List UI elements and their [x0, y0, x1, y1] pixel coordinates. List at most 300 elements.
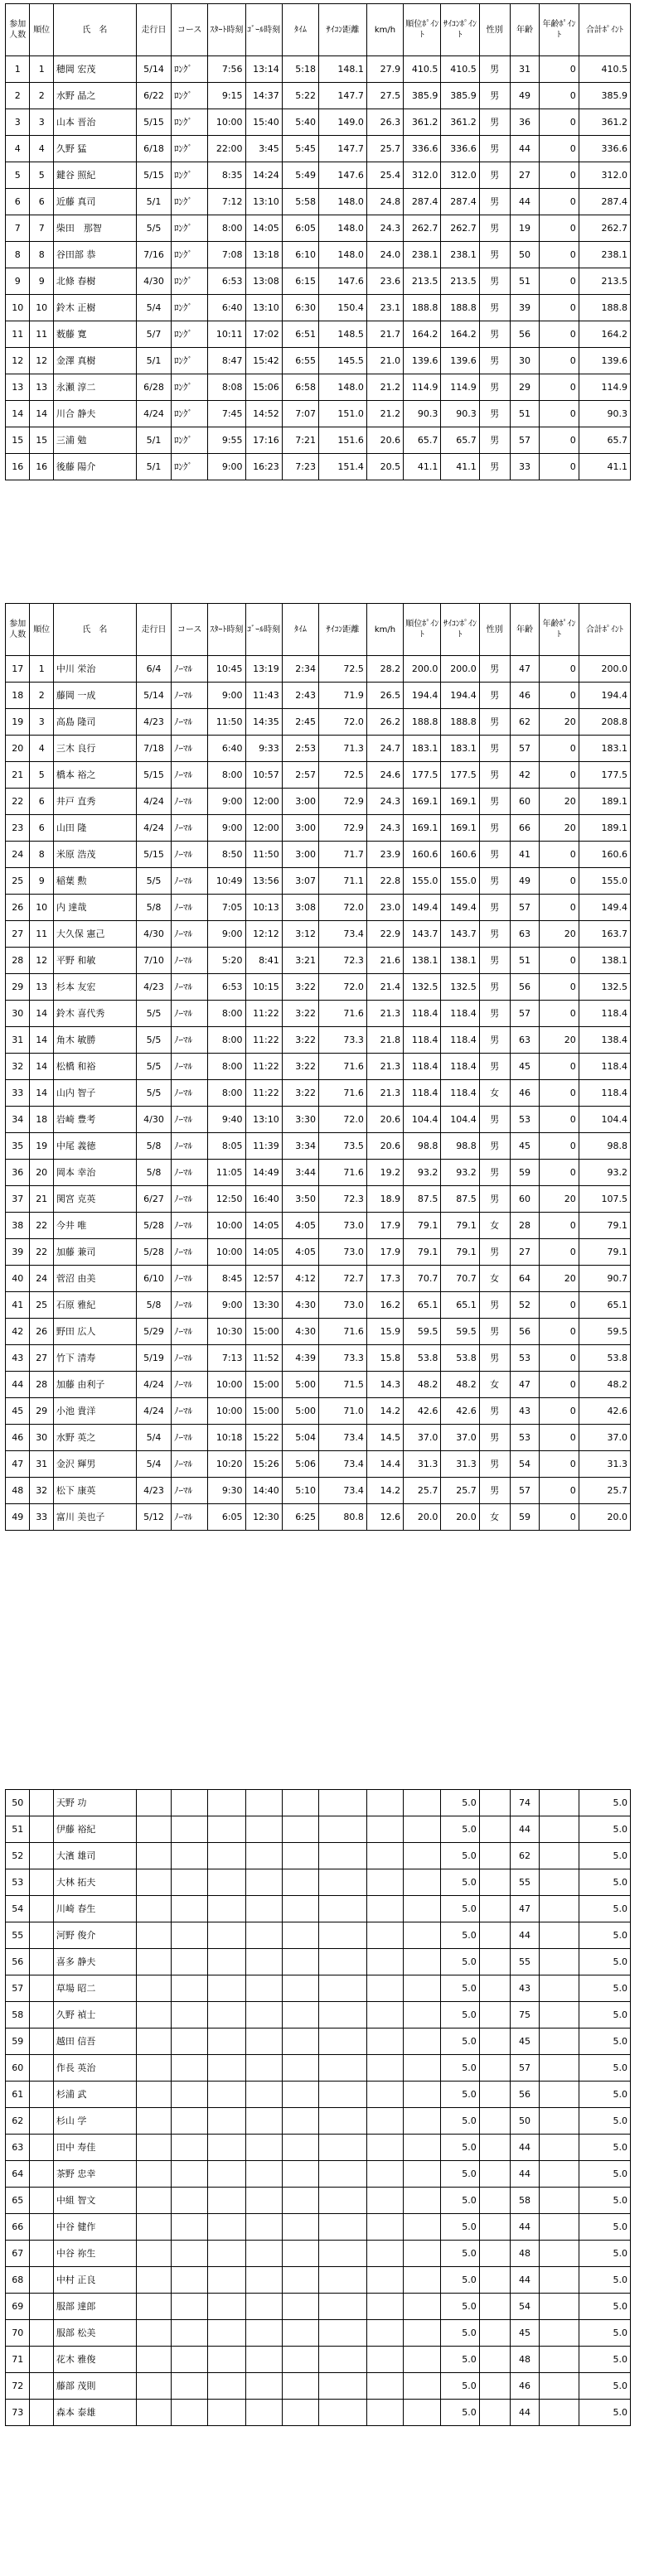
cell-elapsed-time	[282, 1949, 318, 1975]
cell-goal-time: 13:56	[245, 868, 282, 895]
cell-cycle-points: 5.0	[441, 2108, 479, 2135]
cell-goal-time: 12:30	[245, 1504, 282, 1531]
cell-rank	[30, 1869, 53, 1896]
cell-start-time: 8:35	[208, 162, 245, 189]
cell-age-points: 0	[540, 736, 579, 762]
cell-speed: 21.2	[366, 401, 403, 427]
cell-age-points: 0	[540, 56, 579, 83]
cell-rank: 16	[30, 454, 53, 480]
cell-age-points: 0	[540, 895, 579, 921]
table-row	[6, 1843, 631, 1869]
cell-name: 草場 昭二	[53, 1975, 136, 2002]
cell-distance: 72.7	[318, 1266, 366, 1292]
cell-age-points: 0	[540, 683, 579, 709]
cell-speed: 25.7	[366, 136, 403, 162]
cell-run-date	[136, 2347, 171, 2373]
cell-start-time: 9:40	[208, 1107, 245, 1133]
cell-course: ﾛﾝｸﾞ	[172, 242, 208, 268]
cell-participant-no: 48	[6, 1478, 30, 1504]
cell-rank-points	[404, 2241, 441, 2267]
table-row	[6, 162, 631, 189]
header-age: 年齢	[510, 4, 540, 56]
cell-course: ﾉｰﾏﾙ	[172, 1001, 208, 1027]
cell-distance: 71.9	[318, 683, 366, 709]
cell-age-points: 0	[540, 109, 579, 136]
cell-start-time: 11:50	[208, 709, 245, 736]
table-row	[6, 1790, 631, 1816]
cell-goal-time: 10:15	[245, 974, 282, 1001]
cell-total-points: 5.0	[579, 2135, 630, 2161]
cell-elapsed-time: 4:30	[282, 1319, 318, 1345]
cell-age: 49	[510, 83, 540, 109]
cell-course	[172, 1896, 208, 1922]
cell-run-date: 5/8	[136, 895, 171, 921]
table-row	[6, 1398, 631, 1425]
cell-participant-no: 5	[6, 162, 30, 189]
cell-start-time: 10:00	[208, 1398, 245, 1425]
cell-run-date: 6/27	[136, 1186, 171, 1213]
header-goal-time: ｺﾞｰﾙ時刻	[245, 604, 282, 656]
cell-age: 43	[510, 1398, 540, 1425]
cell-participant-no: 34	[6, 1107, 30, 1133]
table-row	[6, 656, 631, 683]
cell-rank: 1	[30, 56, 53, 83]
cell-course: ﾛﾝｸﾞ	[172, 427, 208, 454]
cell-start-time	[208, 1975, 245, 2002]
cell-start-time: 6:53	[208, 268, 245, 295]
cell-goal-time	[245, 2135, 282, 2161]
cell-speed	[366, 1975, 403, 2002]
cell-rank-points	[404, 2055, 441, 2082]
cell-age: 59	[510, 1504, 540, 1531]
cell-gender: 男	[479, 1292, 510, 1319]
table-row	[6, 1504, 631, 1531]
cell-rank-points: 177.5	[404, 762, 441, 789]
cell-course: ﾉｰﾏﾙ	[172, 921, 208, 948]
table-row	[6, 2108, 631, 2135]
cell-cycle-points: 5.0	[441, 1843, 479, 1869]
cell-goal-time	[245, 2082, 282, 2108]
cell-course	[172, 2400, 208, 2426]
cell-distance: 145.5	[318, 348, 366, 374]
cell-total-points: 138.4	[579, 1027, 630, 1054]
cell-name: 野田 広人	[53, 1319, 136, 1345]
cell-total-points: 5.0	[579, 2108, 630, 2135]
cell-goal-time	[245, 1922, 282, 1949]
cell-run-date: 4/23	[136, 974, 171, 1001]
cell-start-time	[208, 1790, 245, 1816]
cell-gender: 男	[479, 1186, 510, 1213]
cell-total-points: 5.0	[579, 2294, 630, 2320]
cell-gender	[479, 1790, 510, 1816]
cell-speed: 17.9	[366, 1213, 403, 1239]
cell-speed: 14.3	[366, 1372, 403, 1398]
cell-goal-time: 15:00	[245, 1319, 282, 1345]
cell-start-time: 9:15	[208, 83, 245, 109]
cell-participant-no: 54	[6, 1896, 30, 1922]
cell-course	[172, 2347, 208, 2373]
cell-course: ﾉｰﾏﾙ	[172, 1504, 208, 1531]
table-row	[6, 1478, 631, 1504]
table-row	[6, 1266, 631, 1292]
cell-elapsed-time	[282, 2002, 318, 2028]
cell-age: 44	[510, 136, 540, 162]
cell-age-points	[540, 2294, 579, 2320]
cell-age: 63	[510, 921, 540, 948]
cell-name: 中尾 義徳	[53, 1133, 136, 1160]
cell-participant-no: 56	[6, 1949, 30, 1975]
cell-age: 57	[510, 427, 540, 454]
cell-distance: 73.4	[318, 1478, 366, 1504]
cell-name: 川崎 春生	[53, 1896, 136, 1922]
cell-age: 50	[510, 242, 540, 268]
cell-age: 36	[510, 109, 540, 136]
cell-speed	[366, 2347, 403, 2373]
cell-elapsed-time: 3:30	[282, 1107, 318, 1133]
cell-distance	[318, 2400, 366, 2426]
cell-age: 43	[510, 1975, 540, 2002]
cell-name: 竹下 清寿	[53, 1345, 136, 1372]
cell-name: 杉浦 武	[53, 2082, 136, 2108]
cell-gender	[479, 2028, 510, 2055]
header-rank-points: 順位ﾎﾟｲﾝﾄ	[404, 4, 441, 56]
cell-age-points: 0	[540, 268, 579, 295]
cell-elapsed-time: 5:06	[282, 1451, 318, 1478]
cell-speed	[366, 2400, 403, 2426]
cell-rank: 13	[30, 974, 53, 1001]
cell-cycle-points: 132.5	[441, 974, 479, 1001]
cell-cycle-points: 79.1	[441, 1239, 479, 1266]
cell-rank: 9	[30, 268, 53, 295]
cell-gender	[479, 2055, 510, 2082]
table-row	[6, 348, 631, 374]
cell-total-points: 5.0	[579, 1922, 630, 1949]
cell-run-date	[136, 2294, 171, 2320]
cell-rank-points: 20.0	[404, 1504, 441, 1531]
cell-participant-no: 6	[6, 189, 30, 215]
cell-age-points	[540, 1949, 579, 1975]
cell-total-points: 65.7	[579, 427, 630, 454]
cell-rank-points: 200.0	[404, 656, 441, 683]
cell-participant-no: 51	[6, 1816, 30, 1843]
cell-rank-points	[404, 1843, 441, 1869]
cell-rank-points: 114.9	[404, 374, 441, 401]
cell-age-points: 20	[540, 921, 579, 948]
cell-participant-no: 62	[6, 2108, 30, 2135]
cell-gender: 女	[479, 1372, 510, 1398]
cell-participant-no: 25	[6, 868, 30, 895]
cell-course: ﾉｰﾏﾙ	[172, 1345, 208, 1372]
cell-distance	[318, 2161, 366, 2188]
cell-elapsed-time	[282, 2241, 318, 2267]
cell-rank-points: 385.9	[404, 83, 441, 109]
cell-run-date: 5/5	[136, 868, 171, 895]
cell-age-points: 0	[540, 1398, 579, 1425]
table-row	[6, 2161, 631, 2188]
cell-total-points: 177.5	[579, 762, 630, 789]
cell-age-points: 0	[540, 1504, 579, 1531]
table-row	[6, 136, 631, 162]
cell-goal-time: 14:52	[245, 401, 282, 427]
cell-course	[172, 1975, 208, 2002]
table-row	[6, 1133, 631, 1160]
cell-run-date: 4/24	[136, 1398, 171, 1425]
cell-start-time	[208, 1922, 245, 1949]
cell-age-points: 0	[540, 1133, 579, 1160]
cell-start-time: 10:18	[208, 1425, 245, 1451]
cell-rank: 8	[30, 242, 53, 268]
header-course: コース	[172, 4, 208, 56]
cell-gender	[479, 2135, 510, 2161]
cell-speed	[366, 1790, 403, 1816]
cell-distance: 148.1	[318, 56, 366, 83]
cell-speed	[366, 2267, 403, 2294]
cell-total-points: 5.0	[579, 2002, 630, 2028]
cell-run-date	[136, 1869, 171, 1896]
cell-speed: 21.3	[366, 1054, 403, 1080]
cell-rank	[30, 2214, 53, 2241]
cell-name: 内 達哉	[53, 895, 136, 921]
cell-elapsed-time	[282, 2267, 318, 2294]
cell-rank-points: 287.4	[404, 189, 441, 215]
cell-participant-no: 32	[6, 1054, 30, 1080]
cell-cycle-points: 5.0	[441, 2082, 479, 2108]
cell-cycle-points: 59.5	[441, 1319, 479, 1345]
cell-gender	[479, 2241, 510, 2267]
cell-age: 48	[510, 2241, 540, 2267]
cell-gender: 男	[479, 789, 510, 815]
cell-run-date: 5/4	[136, 1451, 171, 1478]
cell-elapsed-time: 4:05	[282, 1239, 318, 1266]
cell-name: 森本 泰雄	[53, 2400, 136, 2426]
cell-rank-points	[404, 1975, 441, 2002]
cell-gender	[479, 2082, 510, 2108]
cell-rank: 1	[30, 656, 53, 683]
cell-elapsed-time: 2:43	[282, 683, 318, 709]
cell-run-date: 5/1	[136, 454, 171, 480]
cell-distance: 72.9	[318, 789, 366, 815]
cell-start-time: 12:50	[208, 1186, 245, 1213]
cell-name: 中組 智文	[53, 2188, 136, 2214]
cell-elapsed-time: 4:39	[282, 1345, 318, 1372]
cell-rank-points: 25.7	[404, 1478, 441, 1504]
cell-cycle-points: 5.0	[441, 1975, 479, 2002]
cell-elapsed-time	[282, 1896, 318, 1922]
cell-goal-time	[245, 1949, 282, 1975]
cell-gender: 男	[479, 1160, 510, 1186]
table-row	[6, 2082, 631, 2108]
cell-distance	[318, 2373, 366, 2400]
cell-name: 橋本 裕之	[53, 762, 136, 789]
cell-age: 63	[510, 1027, 540, 1054]
cell-elapsed-time: 5:49	[282, 162, 318, 189]
cell-distance	[318, 1896, 366, 1922]
cell-age-points	[540, 2400, 579, 2426]
cell-distance: 151.0	[318, 401, 366, 427]
cell-speed: 25.4	[366, 162, 403, 189]
table-row	[6, 1922, 631, 1949]
cell-course: ﾛﾝｸﾞ	[172, 348, 208, 374]
cell-speed: 23.9	[366, 842, 403, 868]
cell-participant-no: 37	[6, 1186, 30, 1213]
cell-name: 谷田部 恭	[53, 242, 136, 268]
cell-goal-time: 13:18	[245, 242, 282, 268]
cell-start-time	[208, 1869, 245, 1896]
table-row	[6, 736, 631, 762]
cell-speed: 24.7	[366, 736, 403, 762]
cell-rank-points: 70.7	[404, 1266, 441, 1292]
cell-run-date	[136, 2108, 171, 2135]
cell-speed: 15.8	[366, 1345, 403, 1372]
cell-age-points	[540, 1816, 579, 1843]
cell-course	[172, 2294, 208, 2320]
cell-age-points: 0	[540, 948, 579, 974]
header-total-points: 合計ﾎﾟｲﾝﾄ	[579, 4, 630, 56]
table-row	[6, 974, 631, 1001]
cell-age: 58	[510, 2188, 540, 2214]
cell-participant-no: 30	[6, 1001, 30, 1027]
cell-total-points: 160.6	[579, 842, 630, 868]
cell-rank: 22	[30, 1213, 53, 1239]
cell-course: ﾉｰﾏﾙ	[172, 1080, 208, 1107]
cell-total-points: 361.2	[579, 109, 630, 136]
cell-course: ﾉｰﾏﾙ	[172, 1160, 208, 1186]
cell-cycle-points: 262.7	[441, 215, 479, 242]
cell-cycle-points: 149.4	[441, 895, 479, 921]
cell-total-points: 163.7	[579, 921, 630, 948]
cell-start-time: 6:05	[208, 1504, 245, 1531]
cell-distance	[318, 1949, 366, 1975]
cell-cycle-points: 20.0	[441, 1504, 479, 1531]
cell-run-date: 6/10	[136, 1266, 171, 1292]
cell-rank-points	[404, 2082, 441, 2108]
cell-rank-points: 104.4	[404, 1107, 441, 1133]
cell-rank	[30, 1922, 53, 1949]
table-row	[6, 1027, 631, 1054]
cell-start-time: 5:20	[208, 948, 245, 974]
cell-course	[172, 1816, 208, 1843]
cell-rank	[30, 2161, 53, 2188]
cell-age-points	[540, 2347, 579, 2373]
cell-cycle-points: 169.1	[441, 789, 479, 815]
header-name: 氏 名	[53, 604, 136, 656]
cell-distance: 73.5	[318, 1133, 366, 1160]
cell-cycle-points: 5.0	[441, 2055, 479, 2082]
cell-cycle-points: 5.0	[441, 2002, 479, 2028]
cell-speed	[366, 2161, 403, 2188]
cell-start-time: 8:00	[208, 1054, 245, 1080]
cell-age-points	[540, 1922, 579, 1949]
cell-participant-no: 8	[6, 242, 30, 268]
cell-start-time	[208, 2082, 245, 2108]
cell-age: 45	[510, 2028, 540, 2055]
cell-gender: 男	[479, 83, 510, 109]
cell-course: ﾛﾝｸﾞ	[172, 56, 208, 83]
cell-age: 33	[510, 454, 540, 480]
cell-rank	[30, 2028, 53, 2055]
cell-total-points: 189.1	[579, 789, 630, 815]
cell-total-points: 132.5	[579, 974, 630, 1001]
cell-age: 31	[510, 56, 540, 83]
cell-rank-points: 213.5	[404, 268, 441, 295]
cell-age-points	[540, 2055, 579, 2082]
cell-rank: 28	[30, 1372, 53, 1398]
cell-distance: 71.7	[318, 842, 366, 868]
cell-distance: 71.6	[318, 1080, 366, 1107]
cell-speed: 18.9	[366, 1186, 403, 1213]
cell-age-points: 20	[540, 1266, 579, 1292]
cell-name: 藤岡 一成	[53, 683, 136, 709]
cell-goal-time	[245, 1790, 282, 1816]
cell-name: 花木 雅俊	[53, 2347, 136, 2373]
cell-gender	[479, 2400, 510, 2426]
cell-age: 47	[510, 1896, 540, 1922]
cell-total-points: 59.5	[579, 1319, 630, 1345]
cell-rank-points	[404, 2267, 441, 2294]
cell-gender: 男	[479, 1239, 510, 1266]
cell-speed: 21.3	[366, 1001, 403, 1027]
cell-speed: 24.3	[366, 215, 403, 242]
cell-distance	[318, 2135, 366, 2161]
table-row	[6, 1345, 631, 1372]
cell-goal-time: 14:05	[245, 1213, 282, 1239]
cell-age: 49	[510, 868, 540, 895]
cell-rank: 26	[30, 1319, 53, 1345]
table-row	[6, 948, 631, 974]
cell-speed	[366, 1869, 403, 1896]
cell-distance	[318, 2028, 366, 2055]
cell-rank	[30, 1975, 53, 2002]
table-row	[6, 1949, 631, 1975]
cell-rank: 12	[30, 348, 53, 374]
cell-participant-no: 49	[6, 1504, 30, 1531]
cell-speed: 23.1	[366, 295, 403, 321]
table-row	[6, 2267, 631, 2294]
cell-participant-no: 16	[6, 454, 30, 480]
cell-rank: 7	[30, 215, 53, 242]
cell-goal-time	[245, 2188, 282, 2214]
cell-distance: 73.0	[318, 1292, 366, 1319]
cell-speed: 15.9	[366, 1319, 403, 1345]
cell-total-points: 41.1	[579, 454, 630, 480]
cell-run-date	[136, 1790, 171, 1816]
cell-run-date: 4/24	[136, 401, 171, 427]
cell-name: 松下 康英	[53, 1478, 136, 1504]
cell-age: 57	[510, 895, 540, 921]
cell-rank-points: 262.7	[404, 215, 441, 242]
cell-name: 角木 敏勝	[53, 1027, 136, 1054]
cell-cycle-points: 5.0	[441, 2320, 479, 2347]
cell-goal-time: 11:52	[245, 1345, 282, 1372]
cell-elapsed-time: 2:53	[282, 736, 318, 762]
cell-cycle-points: 42.6	[441, 1398, 479, 1425]
table-row	[6, 2373, 631, 2400]
cell-rank	[30, 1816, 53, 1843]
cell-course: ﾉｰﾏﾙ	[172, 1425, 208, 1451]
cell-total-points: 164.2	[579, 321, 630, 348]
cell-start-time: 9:00	[208, 1292, 245, 1319]
cell-name: 山田 隆	[53, 815, 136, 842]
table-row	[6, 1160, 631, 1186]
cell-participant-no: 22	[6, 789, 30, 815]
cell-total-points: 189.1	[579, 815, 630, 842]
cell-total-points: 31.3	[579, 1451, 630, 1478]
header-gender: 性別	[479, 4, 510, 56]
cell-total-points: 114.9	[579, 374, 630, 401]
cell-run-date: 5/15	[136, 842, 171, 868]
cell-run-date	[136, 2373, 171, 2400]
cell-run-date: 5/29	[136, 1319, 171, 1345]
